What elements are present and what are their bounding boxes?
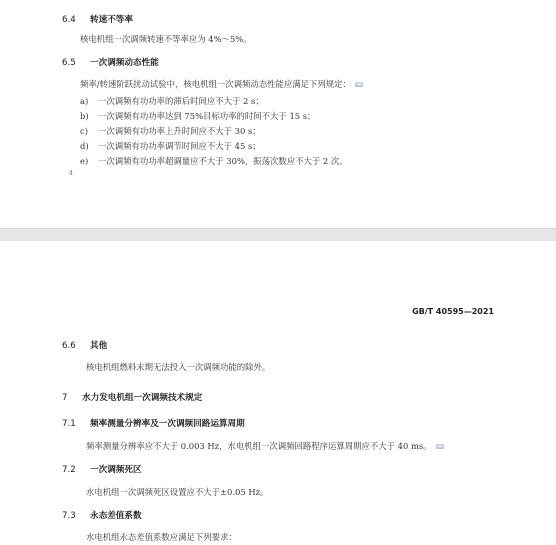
paragraph-6-6: 核电机组燃料末期无法投入一次调频功能的除外。 xyxy=(86,362,271,372)
list-item-e: e) 一次调频有功功率超调量应不大于 30%，振荡次数应不大于 2 次。 xyxy=(80,156,348,166)
section-heading-7: 7 水力发电机组一次调频技术规定 xyxy=(62,393,203,403)
section-heading-7-3: 7.3 永态差值系数 xyxy=(62,511,142,521)
list-item-a: a) 一次调频有功功率的滞后时间应不大于 2 s； xyxy=(80,96,264,106)
section-heading-7-2: 7.2 一次调频死区 xyxy=(62,465,142,475)
section-heading-7-1: 7.1 频率测量分辨率及一次调频回路运算周期 xyxy=(62,419,245,429)
section-heading-6-4: 6.4 转速不等率 xyxy=(62,15,133,25)
section-heading-6-5: 6.5 一次调频动态性能 xyxy=(62,58,159,68)
list-item-d: d) 一次调频有功功率调节时间应不大于 45 s； xyxy=(80,141,261,151)
list-item-b: b) 一次调频有功功率达到 75%目标功率的时间不大于 15 s； xyxy=(80,111,316,121)
paragraph-7-3: 水电机组永态差值系数应满足下列要求： xyxy=(86,532,237,542)
section-heading-6-6: 6.6 其他 xyxy=(62,341,108,351)
page-number: 4 xyxy=(69,170,73,177)
standard-number-header: GB/T 40595—2021 xyxy=(412,307,494,316)
paragraph-7-1: 频率测量分辨率应不大于 0.003 Hz，水电机组一次调频回路程序运算周期应不大于 40 ms。 xyxy=(86,440,445,452)
translate-marker-icon[interactable] xyxy=(435,442,445,451)
page-separator xyxy=(0,228,556,242)
translate-marker-icon[interactable] xyxy=(354,80,364,89)
paragraph-6-4: 核电机组一次调频转速不等率应为 4%～5%。 xyxy=(80,34,252,44)
paragraph-6-5-intro: 频率/转速阶跃扰动试验中，核电机组一次调频动态性能应满足下列规定： xyxy=(80,78,364,90)
document-page-upper xyxy=(0,0,556,228)
list-item-c: c) 一次调频有功功率上升时间应不大于 30 s； xyxy=(80,126,261,136)
paragraph-7-2: 水电机组一次调频死区设置应不大于±0.05 Hz。 xyxy=(86,487,269,497)
document-page-lower xyxy=(0,241,556,545)
